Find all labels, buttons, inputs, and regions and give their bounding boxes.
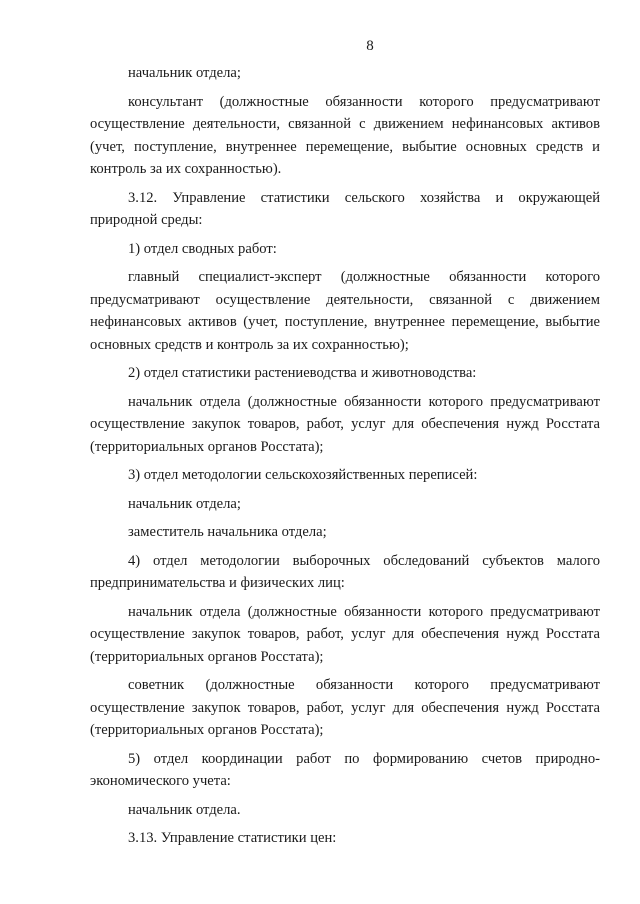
subsection-heading: 5) отдел координации работ по формированию счетов природно-экономического учета: xyxy=(90,750,600,789)
paragraph: главный специалист-эксперт (должностные обязанности которого предусматривают осуществление деятельности, связанной с движением нефинансовых активов (учет, поступление, внутреннее перемещение, выбытие основных средств и контроль за их сохранностью); xyxy=(90,269,600,353)
section-heading: 3.12. Управление статистики сельского хозяйства и окружающей природной среды: xyxy=(90,189,600,228)
paragraph: начальник отдела; xyxy=(128,495,241,512)
subsection-heading: 3) отдел методологии сельскохозяйственных переписей: xyxy=(128,467,478,483)
paragraph: начальник отдела (должностные обязанности которого предусматривают осуществление закупок товаров, работ, услуг для обеспечения нужд Росстата (территориальных органов Росстата); xyxy=(90,393,600,455)
subsection-heading: 2) отдел статистики растениеводства и животноводства: xyxy=(128,365,477,381)
subsection-heading: 4) отдел методологии выборочных обследований субъектов малого предпринимательства и физических лиц: xyxy=(90,552,600,591)
paragraph: заместитель начальника отдела; xyxy=(128,524,327,540)
page-number: 8 xyxy=(366,38,374,54)
document-body xyxy=(90,62,600,856)
paragraph: начальник отдела. xyxy=(128,801,241,818)
subsection-heading: 1) отдел сводных работ: xyxy=(128,240,277,257)
paragraph: консультант (должностные обязанности которого предусматривают осуществление деятельности, связанной с движением нефинансовых активов (учет, поступление, внутреннее перемещение, выбытие основных средств и контроль за их сохранностью). xyxy=(90,93,600,177)
section-heading: 3.13. Управление статистики цен: xyxy=(128,830,337,846)
paragraph: начальник отдела (должностные обязанности которого предусматривают осуществление закупок товаров, работ, услуг для обеспечения нужд Росстата (территориальных органов Росстата); xyxy=(90,603,600,665)
paragraph: советник (должностные обязанности которого предусматривают осуществление закупок товаров, работ, услуг для обеспечения нужд Росстата (территориальных органов Росстата); xyxy=(90,677,600,738)
paragraph: начальник отдела; xyxy=(128,65,241,81)
